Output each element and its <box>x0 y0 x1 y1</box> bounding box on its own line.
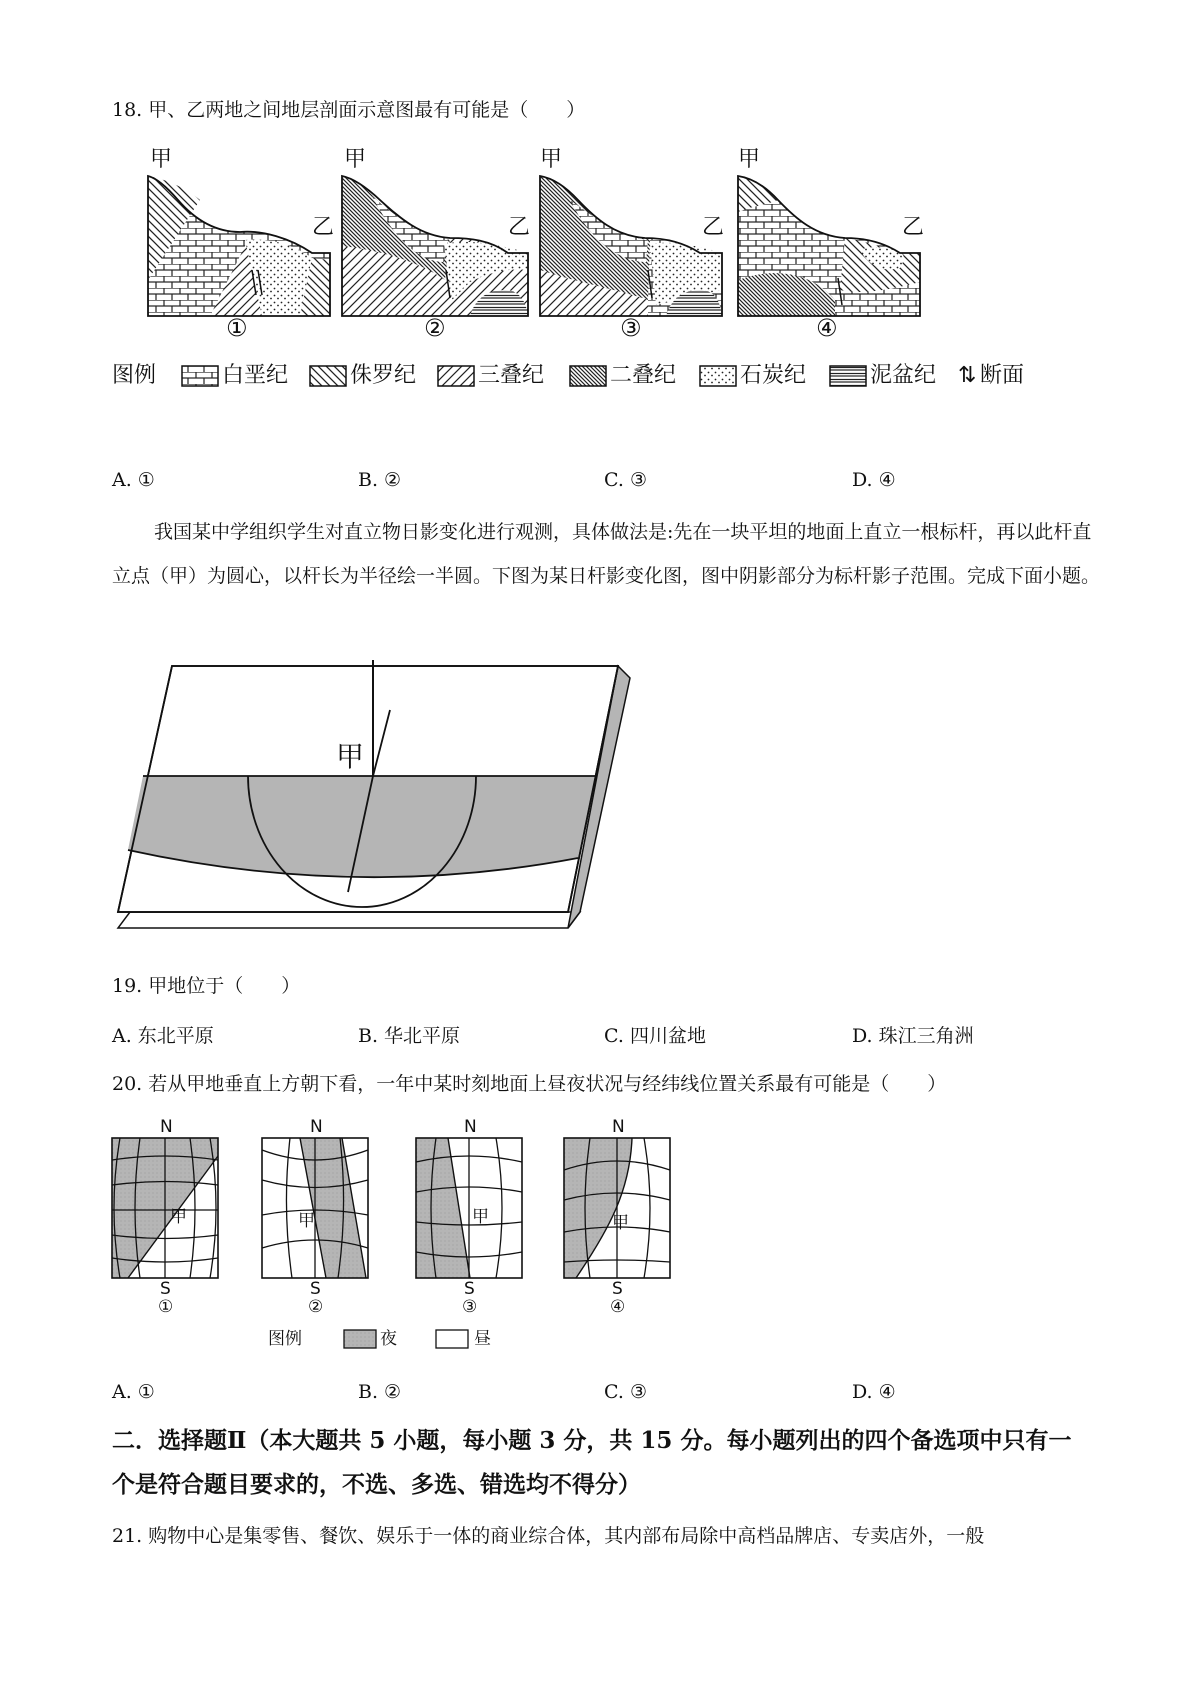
legend-carboniferous: 石炭纪 <box>740 363 807 388</box>
pole-label-jia: 甲 <box>336 740 365 773</box>
q18-option-b[interactable]: B. ② <box>358 469 402 491</box>
map1-north: N <box>160 1117 173 1137</box>
legend-jurassic: 侏罗纪 <box>350 363 417 388</box>
legend-fault: 断面 <box>980 363 1025 388</box>
q20-legend-day: 昼 <box>474 1329 491 1349</box>
passage-text: 我国某中学组织学生对直立物日影变化进行观测，具体做法是:先在一块平坦的地面上直立一根标杆，再以此杆直立点（甲）为圆心，以杆长为半径绘一半圆。下图为某日杆影变化图，图中阴影部分为标杆影子范围。完成下面小题。 <box>112 521 1101 587</box>
map4-jia: 甲 <box>612 1213 629 1233</box>
panel1-number: ① <box>226 314 248 342</box>
map1-jia: 甲 <box>170 1207 187 1227</box>
q18-stem: 18. 甲、乙两地之间地层剖面示意图最有可能是（ ） <box>112 99 586 121</box>
map1-south: S <box>160 1279 171 1299</box>
q18-option-a[interactable]: A. ① <box>112 469 155 491</box>
legend-triassic: 三叠纪 <box>478 363 545 388</box>
panel2-number: ② <box>424 314 446 342</box>
map1-number: ① <box>158 1297 174 1317</box>
q20-legend-night: 夜 <box>380 1329 397 1349</box>
panel3-label-yi: 乙 <box>702 215 725 240</box>
legend-cretaceous: 白垩纪 <box>222 363 289 388</box>
q20-stem: 20. 若从甲地垂直上方朝下看，一年中某时刻地面上昼夜状况与经纬线位置关系最有可能是（ ） <box>112 1073 947 1095</box>
panel3-label-jia: 甲 <box>540 147 563 172</box>
q20-option-a[interactable]: A. ① <box>112 1381 155 1403</box>
map2-jia: 甲 <box>298 1211 315 1231</box>
q19-option-a[interactable]: A. 东北平原 <box>112 1025 214 1047</box>
q20-legend-title: 图例 <box>268 1329 302 1349</box>
panel3-number: ③ <box>620 314 642 342</box>
q18-option-c[interactable]: C. ③ <box>604 469 647 491</box>
q19-option-c[interactable]: C. 四川盆地 <box>604 1025 706 1047</box>
section2-heading-line2: 个是符合题目要求的，不选、多选、错选均不得分） <box>112 1471 641 1498</box>
q18-option-d[interactable]: D. ④ <box>852 469 896 491</box>
day-night-map-3 <box>416 1138 522 1278</box>
map4-south: S <box>612 1279 623 1299</box>
panel4-number: ④ <box>816 314 838 342</box>
day-night-map-1 <box>112 1138 218 1278</box>
map2-north: N <box>310 1117 323 1137</box>
q19-stem: 19. 甲地位于（ ） <box>112 975 301 997</box>
map3-north: N <box>464 1117 477 1137</box>
q19-option-d[interactable]: D. 珠江三角洲 <box>852 1025 974 1047</box>
q18-legend-title: 图例 <box>112 363 157 388</box>
map2-south: S <box>310 1279 321 1299</box>
legend-devonian: 泥盆纪 <box>870 363 937 388</box>
q21-stem: 21. 购物中心是集零售、餐饮、娱乐于一体的商业综合体，其内部布局除中高档品牌店、专卖店外，一般 <box>112 1525 985 1547</box>
section2-heading-line1: 二．选择题Ⅱ（本大题共 5 小题，每小题 3 分，共 15 分。每小题列出的四个备选项中只有一 <box>112 1427 1072 1454</box>
map3-south: S <box>464 1279 475 1299</box>
map4-north: N <box>612 1117 625 1137</box>
panel1-label-yi: 乙 <box>312 215 335 240</box>
map4-number: ④ <box>610 1297 626 1317</box>
panel4-label-jia: 甲 <box>738 147 761 172</box>
panel2-label-jia: 甲 <box>344 147 367 172</box>
panel1-label-jia: 甲 <box>150 147 173 172</box>
legend-fault-symbol: ⇅ <box>958 363 977 388</box>
legend-permian: 二叠纪 <box>610 363 677 388</box>
day-night-map-2 <box>262 1138 368 1278</box>
q20-option-d[interactable]: D. ④ <box>852 1381 896 1403</box>
panel2-label-yi: 乙 <box>508 215 531 240</box>
map3-number: ③ <box>462 1297 478 1317</box>
q19-option-b[interactable]: B. 华北平原 <box>358 1025 461 1047</box>
panel4-label-yi: 乙 <box>902 215 925 240</box>
q20-option-c[interactable]: C. ③ <box>604 1381 647 1403</box>
q20-option-b[interactable]: B. ② <box>358 1381 402 1403</box>
day-night-map-4 <box>564 1138 670 1278</box>
map3-jia: 甲 <box>472 1207 489 1227</box>
map2-number: ② <box>308 1297 324 1317</box>
